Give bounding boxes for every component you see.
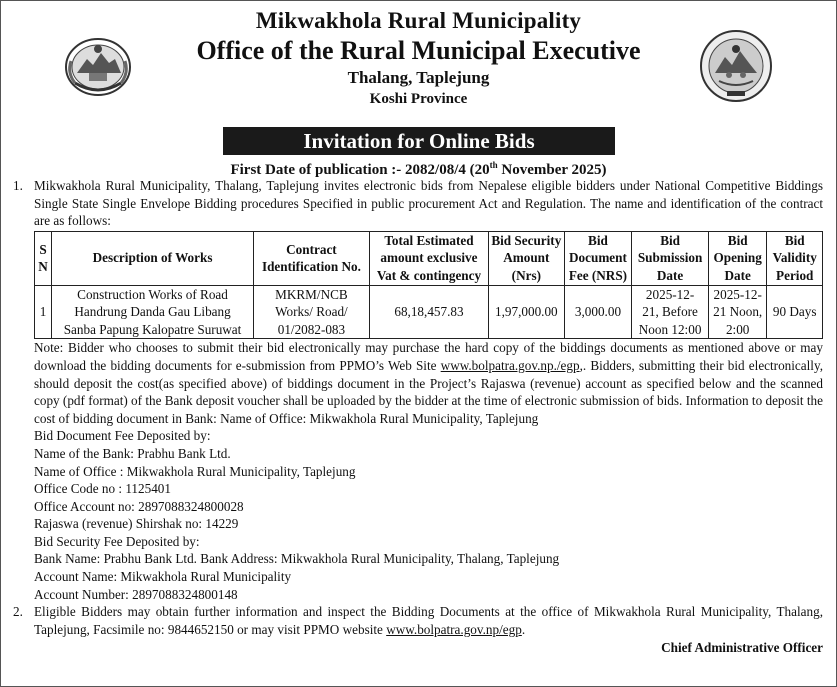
ppmo-website-link[interactable]: www.bolpatra.gov.np/egp	[386, 621, 522, 637]
fee-detail-line: Account Number: 2897088324800148	[34, 586, 238, 602]
col-header-contract: Contract Identification No.	[253, 231, 369, 285]
paragraph-text: Mikwakhola Rural Municipality, Thalang, Taplejung invites electronic bids from Nepalese eligible bidders under National Competitive Biddings Single State Single Envelope Bidding procedures Specified in public procurement Act and Regulation. The name and identification of the contract are as follows:	[34, 178, 823, 229]
fee-detail-line: Bid Security Fee Deposited by:	[34, 533, 200, 549]
fee-detail-line: Name of Office : Mikwakhola Rural Municipality, Taplejung	[34, 463, 356, 479]
paragraph-2	[13, 603, 823, 638]
fee-detail-line: Account Name: Mikwakhola Rural Municipality	[34, 569, 292, 585]
fee-detail-line: Rajaswa (revenue) Shirshak no: 14229	[34, 516, 239, 532]
cell-total: 68,18,457.83	[369, 285, 488, 339]
paragraph-number: 1.	[13, 178, 23, 193]
notice-title-banner: Invitation for Online Bids	[223, 127, 615, 155]
col-header-fee: Bid Document Fee (NRS)	[564, 231, 632, 285]
cell-sn: 1	[35, 285, 52, 339]
paragraph-text: Eligible Bidders may obtain further information and inspect the Bidding Documents at the office of Mikwakhola Rural Municipality, Thalang, Taplejung, Facsimile no: 9844652150 or may visit PPMO website www.bolpatra.gov.np/egp.	[34, 604, 823, 637]
publication-date-sup: th	[489, 160, 498, 170]
col-header-security: Bid Security Amount (Nrs)	[488, 231, 564, 285]
letterhead	[1, 7, 836, 109]
note-paragraph: Note: Bidder who chooses to submit their bid electronically may purchase the hard copy of the biddings documents as mentioned above or may download the bidding documents for e-submission from PPMO’s Web Site www.bolpatra.gov.np./egp,. Bidders, submitting their bid electronically, should deposit the cost(as specified above) of biddings document in the Project’s Rajaswa (revenue) account as specified below and the scanned copy (pdf format) of the Bank deposit voucher shall be uploaded by the bidder at the time of electronic submission of bids. Information to deposit the cost of bidding document in Bank: Name of Office: Mikwakhola Rural Municipality, Taplejung	[34, 340, 823, 426]
cell-description: Construction Works of Road Handrung Danda Gau Libang Sanba Papung Kalopatre Suruwat	[52, 285, 254, 339]
cell-opening: 2025-12- 21 Noon, 2:00	[708, 285, 767, 339]
paragraph-number: 2.	[13, 604, 23, 620]
paragraph-1	[13, 177, 823, 230]
fee-detail-line: Name of the Bank: Prabhu Bank Ltd.	[34, 445, 231, 461]
table-row	[35, 285, 823, 339]
col-header-opening: Bid Opening Date	[708, 231, 767, 285]
publication-date-suffix: November 2025)	[497, 162, 607, 178]
signature-title: Chief Administrative Officer	[661, 640, 823, 656]
cell-security: 1,97,000.00	[488, 285, 564, 339]
col-header-validity: Bid Validity Period	[767, 231, 823, 285]
col-header-description: Description of Works	[52, 231, 254, 285]
fee-detail-line: Office Account no: 2897088324800028	[34, 498, 244, 514]
cell-submission: 2025-12- 21, Before Noon 12:00	[632, 285, 709, 339]
notice-body	[13, 177, 823, 657]
office-location: Thalang, Taplejung	[347, 68, 490, 87]
ppmo-link[interactable]: www.bolpatra.gov.np./egp	[440, 357, 580, 373]
office-name: Office of the Rural Municipal Executive	[196, 36, 641, 65]
bid-table	[34, 231, 823, 340]
table-header-row	[35, 231, 823, 285]
col-header-total: Total Estimated amount exclusive Vat & contingency	[369, 231, 488, 285]
fee-detail-line: Bid Document Fee Deposited by:	[34, 428, 211, 444]
col-header-sn: S N	[35, 231, 52, 285]
fee-detail-line: Bank Name: Prabhu Bank Ltd. Bank Address: Mikwakhola Rural Municipality, Thalang, Taplejung	[34, 551, 560, 567]
publication-date-prefix: First Date of publication :- 2082/08/4 (20	[230, 162, 490, 178]
municipality-name: Mikwakhola Rural Municipality	[255, 8, 582, 33]
cell-contract: MKRM/NCB Works/ Road/ 01/2082-083	[253, 285, 369, 339]
cell-fee: 3,000.00	[564, 285, 632, 339]
col-header-submission: Bid Submission Date	[632, 231, 709, 285]
fee-detail-line: Office Code no : 1125401	[34, 481, 171, 497]
province-name: Koshi Province	[369, 91, 468, 107]
cell-validity: 90 Days	[767, 285, 823, 339]
